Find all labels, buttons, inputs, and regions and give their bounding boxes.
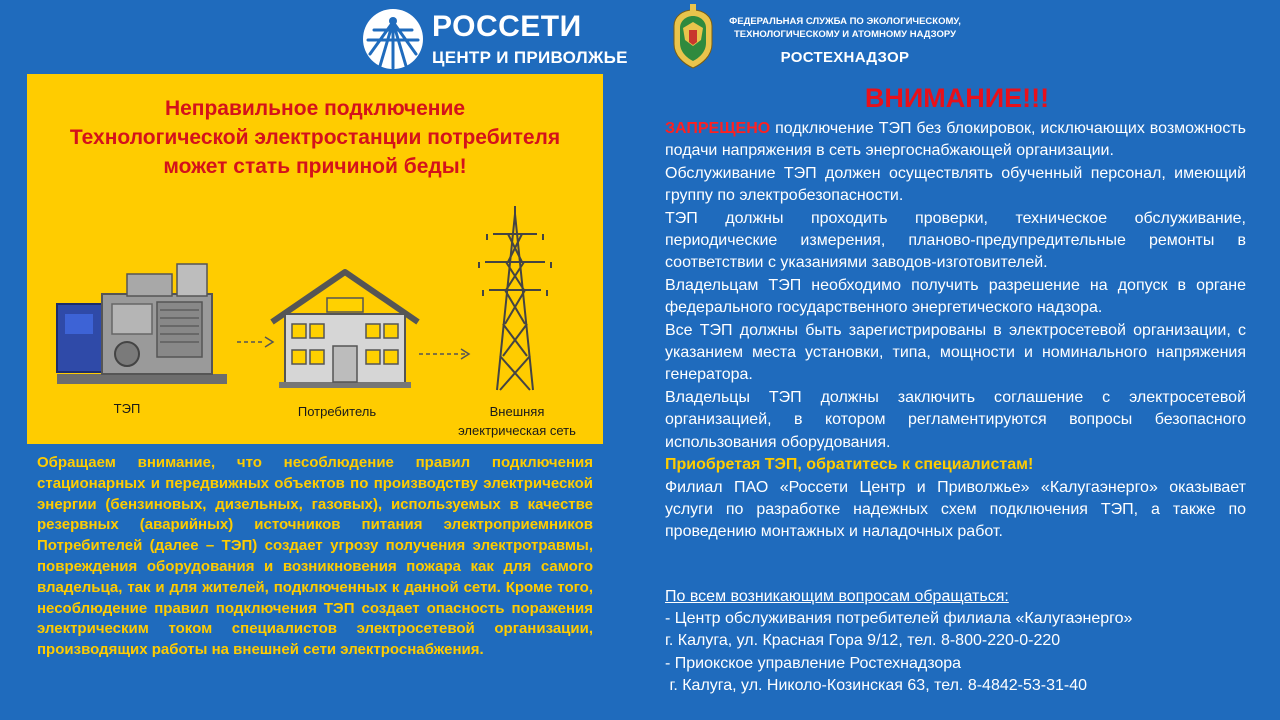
panel-title (27, 94, 603, 181)
rules-text (665, 118, 1246, 544)
house-icon (272, 272, 418, 388)
rosseti-subtitle: ЦЕНТР И ПРИВОЛЖЬЕ (432, 48, 628, 67)
services-text: Филиал ПАО «Россети Центр и Приволжье» «Калугаэнерго» оказывает услуги по разработке надежных схем подключения ТЭП, а также по проведению монтажных и наладочных работ. (665, 478, 1246, 541)
left-warning-text: Обращаем внимание, что несоблюдение правил подключения стационарных и передвижных объектов по производству электрической энергии (бензиновых, дизельных, газовых), используемых в качестве резервных (аварийных) источников питания электроприемников Потребителей (далее – ТЭП) создает угрозу получения электротравмы, повреждения оборудования и возникновения пожара как для самого владельца, так и для жителей, подключенных к данной сети. Кроме того, несоблюдение правил подключения ТЭП создает опасность поражения электрическим током специалистов электросетевой организации, производящих работы на внешней сети электроснабжения. (37, 454, 593, 659)
service-line-1: ФЕДЕРАЛЬНАЯ СЛУЖБА ПО ЭКОЛОГИЧЕСКОМУ, (729, 16, 961, 27)
rostekhnadzor-name: РОСТЕХНАДЗОР (780, 49, 910, 66)
rule-agreement: Владельцы ТЭП должны заключить соглашение с электросетевой организацией, в котором регламентируются вопросы безопасного использования оборудования. (665, 388, 1246, 451)
arrow-icon (237, 337, 273, 347)
rostekhnadzor-service-name (722, 15, 968, 41)
forbidden-word: ЗАПРЕЩЕНО (665, 120, 771, 137)
forbidden-text: подключение ТЭП без блокировок, исключающих возможность подачи напряжения в сеть энергоснабжающей организации. (665, 120, 1246, 160)
rostekhnadzor-emblem-icon (668, 4, 718, 70)
generator-icon (57, 264, 227, 384)
rosseti-name: РОССЕТИ (432, 10, 582, 43)
panel-title-line-2: Технологической электростанции потребителя (69, 126, 561, 149)
power-tower-icon (479, 206, 551, 390)
rule-maintenance: ТЭП должны проходить проверки, техническое обслуживание, периодические измерения, планово-предупредительные ремонты в соответствии с указаниями заводов-изготовителей. (665, 209, 1246, 272)
contact-2-name: - Приокское управление Ростехнадзора (665, 654, 962, 672)
panel-title-line-1: Неправильное подключение (164, 97, 466, 120)
rosseti-mark-icon (362, 8, 424, 70)
contact-2-address: г. Калуга, ул. Николо-Козинская 63, тел. 8-4842-53-31-40 (665, 676, 1088, 694)
rule-staff: Обслуживание ТЭП должен осуществлять обученный персонал, имеющий группу по электробезопасности. (665, 164, 1246, 205)
contacts (665, 586, 1246, 697)
rule-permit: Владельцам ТЭП необходимо получить разрешение на допуск в органе федерального государственного энергетического надзора. (665, 276, 1246, 317)
contact-1-address: г. Калуга, ул. Красная Гора 9/12, тел. 8-800-220-0-220 (665, 632, 1061, 650)
caption-external-grid (427, 402, 607, 440)
caption-tep: ТЭП (113, 401, 141, 416)
arrow-icon (419, 349, 469, 359)
panel-title-line-3: может стать причиной беды! (163, 155, 467, 178)
caption-grid-line-1: Внешняя (489, 404, 545, 419)
caption-grid-line-2: электрическая сеть (458, 423, 576, 438)
contact-1-name: - Центр обслуживания потребителей филиала «Калугаэнерго» (665, 610, 1133, 628)
attention-heading: ВНИМАНИЕ!!! (864, 83, 1050, 113)
contacts-heading: По всем возникающим вопросам обращаться: (665, 588, 1009, 605)
rule-forbidden (665, 118, 1246, 163)
rule-registration: Все ТЭП должны быть зарегистрированы в электросетевой организации, с указанием места установки, типа, мощности и номинального напряжения генератора. (665, 321, 1246, 384)
rosseti-logo (362, 6, 628, 72)
caption-consumer: Потребитель (297, 404, 377, 419)
specialists-callout: Приобретая ТЭП, обратитесь к специалистам! (665, 456, 1034, 474)
service-line-2: ТЕХНОЛОГИЧЕСКОМУ И АТОМНОМУ НАДЗОРУ (733, 29, 956, 40)
warning-panel (27, 74, 603, 444)
